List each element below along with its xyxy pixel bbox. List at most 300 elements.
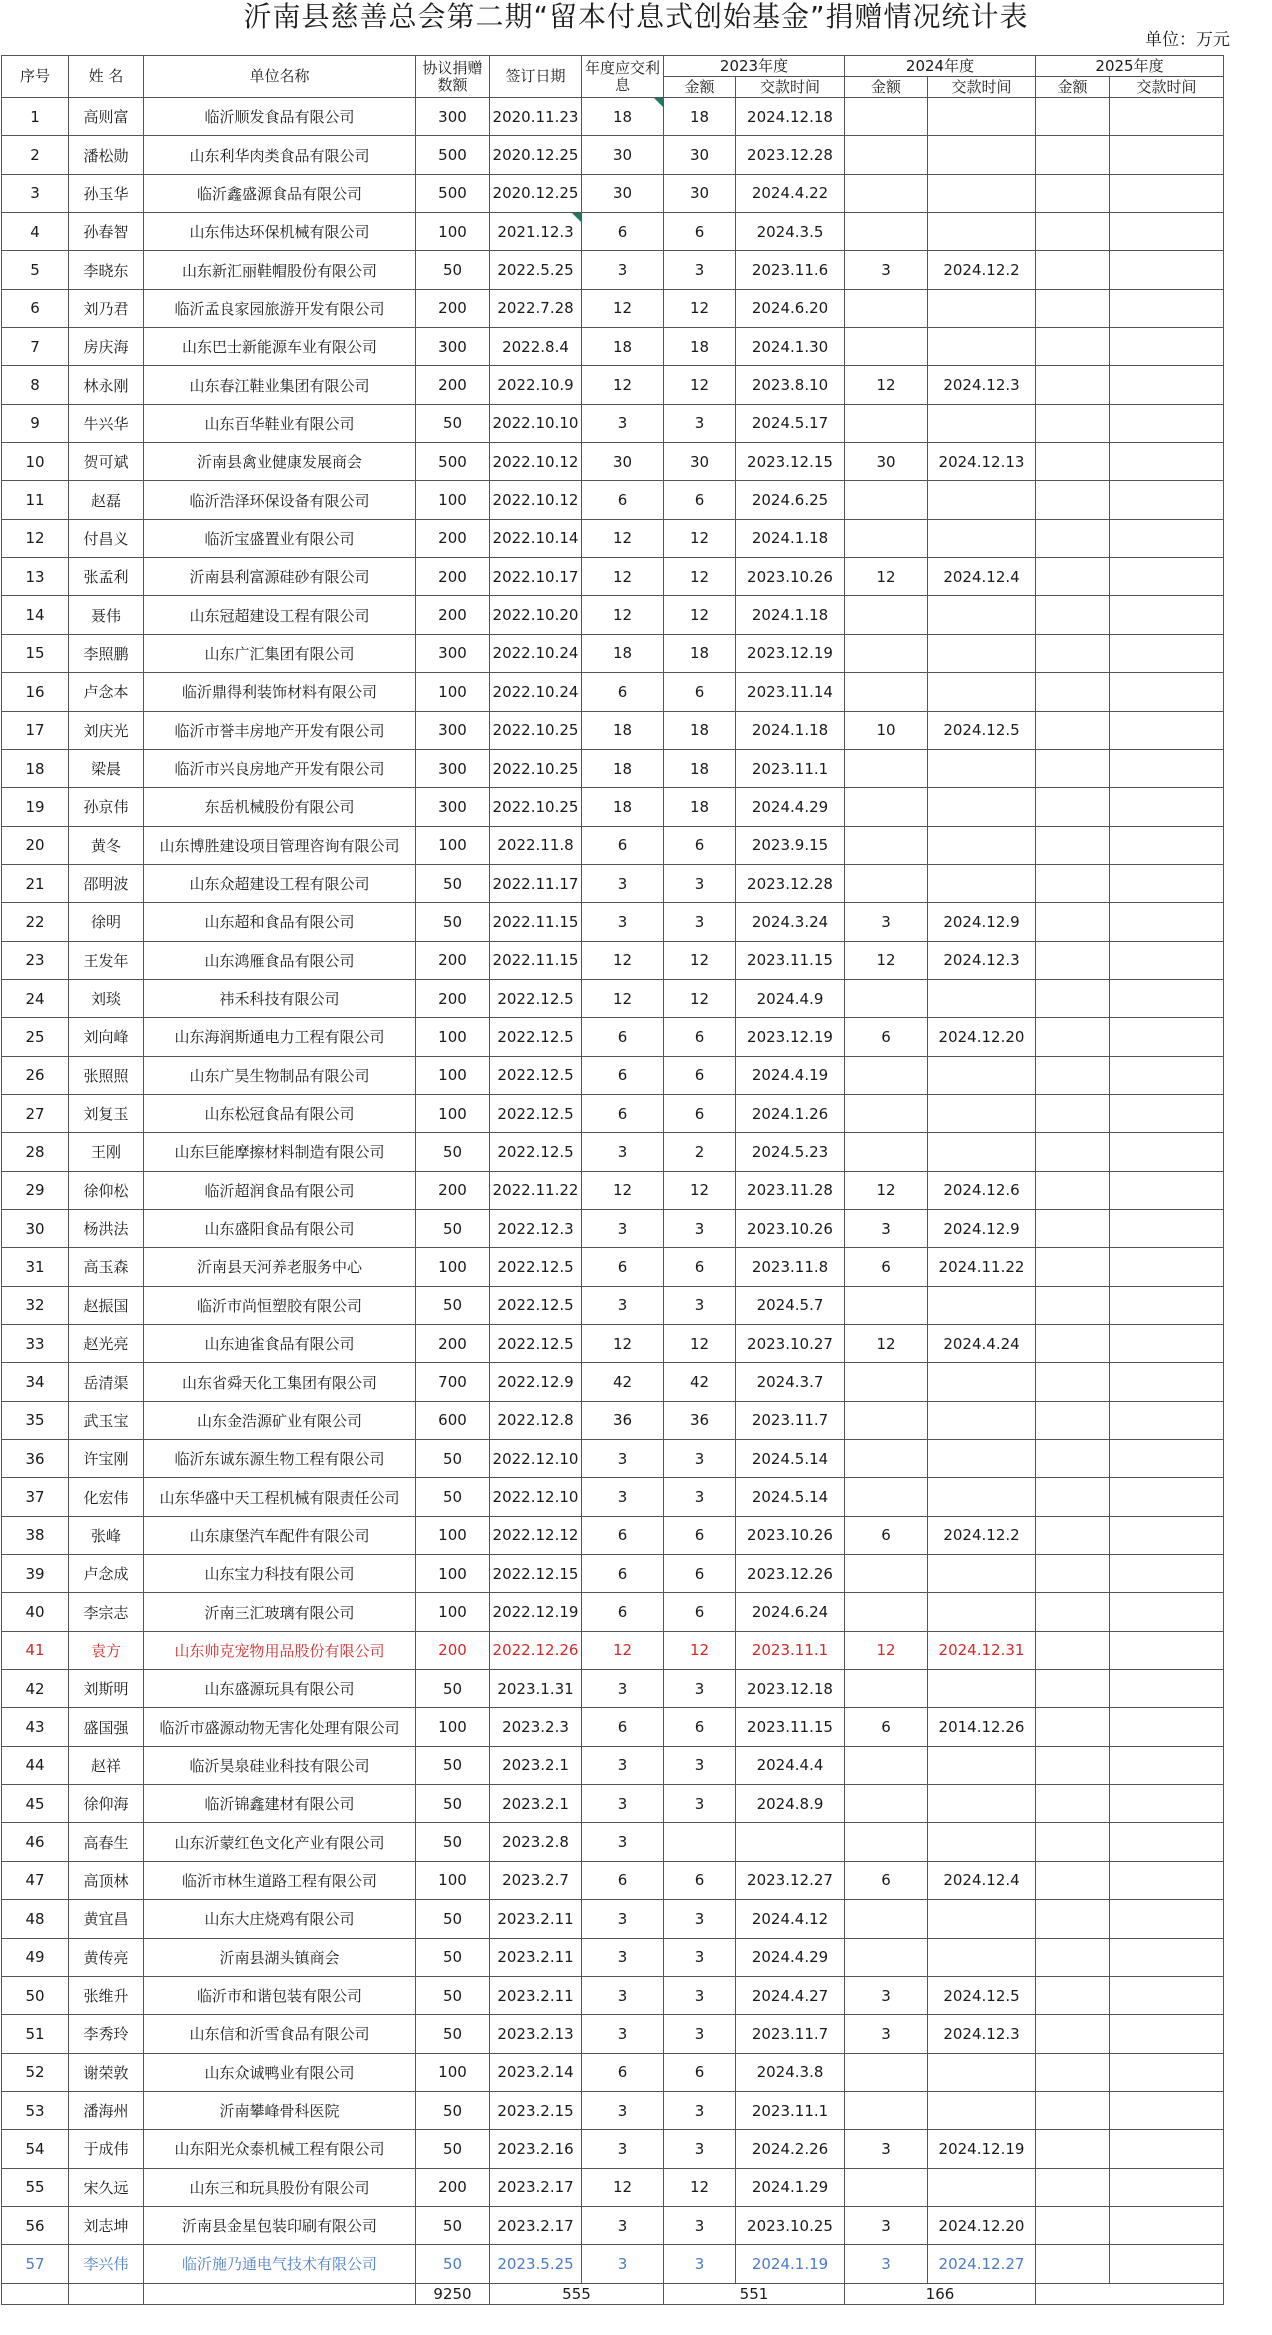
cell-name: 刘斯明	[69, 1670, 144, 1708]
cell-interest: 3	[582, 2091, 664, 2129]
cell-seq: 5	[2, 251, 69, 289]
cell-2024-amount	[845, 2168, 928, 2206]
cell-2024-date: 2024.12.4	[928, 1861, 1036, 1899]
table-row	[2, 1401, 1224, 1439]
cell-date: 2023.2.17	[490, 2168, 582, 2206]
cell-2024-date	[928, 1133, 1036, 1171]
cell-2023-amount: 6	[664, 826, 736, 864]
cell-2023-date	[736, 1823, 845, 1861]
cell-interest: 18	[582, 328, 664, 366]
cell-name: 袁方	[69, 1631, 144, 1669]
cell-2024-amount	[845, 596, 928, 634]
cell-date: 2023.2.15	[490, 2091, 582, 2129]
cell-interest: 3	[582, 1133, 664, 1171]
cell-2025-date	[1110, 1631, 1224, 1669]
cell-name: 潘松勋	[69, 136, 144, 174]
cell-amount: 200	[416, 596, 490, 634]
cell-2023-date: 2024.4.12	[736, 1900, 845, 1938]
cell-seq: 22	[2, 903, 69, 941]
cell-interest: 3	[582, 2206, 664, 2244]
cell-2023-date: 2023.10.25	[736, 2206, 845, 2244]
cell-seq: 52	[2, 2053, 69, 2091]
cell-date: 2022.11.17	[490, 864, 582, 902]
cell-2024-amount: 6	[845, 1516, 928, 1554]
table-row	[2, 1631, 1224, 1669]
cell-date: 2022.10.24	[490, 673, 582, 711]
cell-2024-date: 2024.11.22	[928, 1248, 1036, 1286]
cell-name: 武玉宝	[69, 1401, 144, 1439]
cell-2023-date: 2023.11.8	[736, 1248, 845, 1286]
cell-2024-amount: 6	[845, 1708, 928, 1746]
table-row	[2, 711, 1224, 749]
cell-company: 山东海润斯通电力工程有限公司	[144, 1018, 416, 1056]
cell-company: 山东广昊生物制品有限公司	[144, 1056, 416, 1094]
cell-2025-amount	[1036, 98, 1110, 136]
cell-amount: 300	[416, 98, 490, 136]
cell-2025-date	[1110, 1785, 1224, 1823]
cell-date: 2022.10.12	[490, 443, 582, 481]
cell-2024-date	[928, 1746, 1036, 1784]
cell-2023-amount: 30	[664, 174, 736, 212]
cell-interest: 3	[582, 903, 664, 941]
cell-2025-amount	[1036, 826, 1110, 864]
cell-2025-date	[1110, 1056, 1224, 1094]
header-seq: 序号	[2, 56, 69, 98]
cell-2023-amount: 12	[664, 519, 736, 557]
cell-2025-date	[1110, 826, 1224, 864]
cell-amount: 50	[416, 1440, 490, 1478]
cell-name: 孙玉华	[69, 174, 144, 212]
cell-2023-date: 2024.1.29	[736, 2168, 845, 2206]
cell-2023-amount: 12	[664, 366, 736, 404]
table-row	[2, 1785, 1224, 1823]
cell-name: 刘乃君	[69, 289, 144, 327]
cell-amount: 50	[416, 2015, 490, 2053]
cell-date: 2022.11.8	[490, 826, 582, 864]
cell-2023-date: 2023.12.19	[736, 634, 845, 672]
cell-2025-amount	[1036, 1861, 1110, 1899]
cell-2025-amount	[1036, 1516, 1110, 1554]
table-row	[2, 1440, 1224, 1478]
cell-2023-date: 2023.10.27	[736, 1325, 845, 1363]
cell-interest: 18	[582, 749, 664, 787]
cell-2023-date: 2024.1.30	[736, 328, 845, 366]
cell-interest: 3	[582, 2245, 664, 2283]
cell-date: 2022.10.14	[490, 519, 582, 557]
cell-2023-amount: 18	[664, 634, 736, 672]
cell-seq: 54	[2, 2130, 69, 2168]
donation-table	[1, 55, 1224, 2305]
cell-company: 临沂东诚东源生物工程有限公司	[144, 1440, 416, 1478]
table-row	[2, 634, 1224, 672]
cell-2025-amount	[1036, 1209, 1110, 1247]
cell-2024-date	[928, 1785, 1036, 1823]
cell-2023-amount: 6	[664, 1593, 736, 1631]
cell-seq: 16	[2, 673, 69, 711]
cell-2025-date	[1110, 519, 1224, 557]
cell-2024-date: 2024.12.6	[928, 1171, 1036, 1209]
cell-2025-date	[1110, 98, 1224, 136]
cell-date: 2022.10.25	[490, 749, 582, 787]
cell-2023-amount: 3	[664, 1286, 736, 1324]
cell-company: 山东超和食品有限公司	[144, 903, 416, 941]
header-company: 单位名称	[144, 56, 416, 98]
cell-date: 2022.10.17	[490, 558, 582, 596]
cell-date: 2022.11.15	[490, 941, 582, 979]
cell-name: 房庆海	[69, 328, 144, 366]
cell-seq: 39	[2, 1555, 69, 1593]
cell-interest: 3	[582, 1976, 664, 2014]
table-row	[2, 2130, 1224, 2168]
cell-name: 黄宜昌	[69, 1900, 144, 1938]
cell-date: 2022.10.12	[490, 481, 582, 519]
cell-name: 张峰	[69, 1516, 144, 1554]
cell-2024-amount: 6	[845, 1018, 928, 1056]
cell-amount: 50	[416, 1209, 490, 1247]
cell-amount: 300	[416, 749, 490, 787]
cell-seq: 29	[2, 1171, 69, 1209]
cell-name: 李晓东	[69, 251, 144, 289]
table-row	[2, 519, 1224, 557]
cell-2025-date	[1110, 1746, 1224, 1784]
cell-2023-date: 2024.5.14	[736, 1440, 845, 1478]
cell-seq: 41	[2, 1631, 69, 1669]
cell-company: 临沂宝盛置业有限公司	[144, 519, 416, 557]
cell-seq: 20	[2, 826, 69, 864]
cell-2025-amount	[1036, 1440, 1110, 1478]
cell-company: 山东宝力科技有限公司	[144, 1555, 416, 1593]
cell-company: 临沂市和谐包装有限公司	[144, 1976, 416, 2014]
cell-2023-amount: 6	[664, 1708, 736, 1746]
totals-cell-empty	[144, 2283, 416, 2304]
cell-name: 赵祥	[69, 1746, 144, 1784]
cell-2024-date	[928, 596, 1036, 634]
cell-2025-date	[1110, 2015, 1224, 2053]
cell-2024-amount	[845, 174, 928, 212]
cell-2024-amount	[845, 1823, 928, 1861]
cell-2025-date	[1110, 1593, 1224, 1631]
cell-seq: 28	[2, 1133, 69, 1171]
cell-name: 张维升	[69, 1976, 144, 2014]
cell-2024-date	[928, 174, 1036, 212]
cell-company: 山东伟达环保机械有限公司	[144, 213, 416, 251]
cell-2024-date: 2024.12.3	[928, 366, 1036, 404]
cell-seq: 34	[2, 1363, 69, 1401]
cell-interest: 6	[582, 481, 664, 519]
cell-name: 李宗志	[69, 1593, 144, 1631]
cell-interest: 3	[582, 1823, 664, 1861]
cell-2025-date	[1110, 213, 1224, 251]
cell-name: 黄冬	[69, 826, 144, 864]
cell-2024-amount	[845, 1401, 928, 1439]
cell-amount: 100	[416, 1094, 490, 1132]
cell-seq: 40	[2, 1593, 69, 1631]
cell-amount: 100	[416, 481, 490, 519]
cell-company: 山东阳光众泰机械工程有限公司	[144, 2130, 416, 2168]
cell-date: 2020.12.25	[490, 174, 582, 212]
totals-row	[2, 2283, 1224, 2304]
cell-2023-amount: 3	[664, 1785, 736, 1823]
cell-interest: 6	[582, 1555, 664, 1593]
cell-2024-date: 2024.4.24	[928, 1325, 1036, 1363]
table-row	[2, 2053, 1224, 2091]
cell-interest: 18	[582, 634, 664, 672]
cell-amount: 100	[416, 1248, 490, 1286]
cell-2024-amount	[845, 2053, 928, 2091]
cell-2024-amount	[845, 289, 928, 327]
cell-2023-date: 2024.5.17	[736, 404, 845, 442]
totals-cell-empty	[69, 2283, 144, 2304]
cell-date: 2022.8.4	[490, 328, 582, 366]
cell-2025-amount	[1036, 634, 1110, 672]
cell-interest: 6	[582, 2053, 664, 2091]
cell-2023-amount: 3	[664, 2245, 736, 2283]
cell-date: 2022.12.15	[490, 1555, 582, 1593]
cell-amount: 100	[416, 2053, 490, 2091]
cell-2023-date: 2024.3.8	[736, 2053, 845, 2091]
cell-2025-amount	[1036, 2130, 1110, 2168]
cell-2024-date	[928, 519, 1036, 557]
cell-name: 盛国强	[69, 1708, 144, 1746]
cell-company: 山东博胜建设项目管理咨询有限公司	[144, 826, 416, 864]
header-amount: 协议捐赠数额	[416, 56, 490, 98]
cell-date: 2022.12.5	[490, 1325, 582, 1363]
cell-company: 沂南攀峰骨科医院	[144, 2091, 416, 2129]
cell-2023-amount: 6	[664, 2053, 736, 2091]
cell-2023-date: 2024.6.25	[736, 481, 845, 519]
cell-2025-amount	[1036, 481, 1110, 519]
cell-2023-amount: 3	[664, 1976, 736, 2014]
header-year-2023: 2023年度	[664, 56, 845, 77]
cell-2023-amount: 2	[664, 1133, 736, 1171]
cell-company: 沂南县利富源硅砂有限公司	[144, 558, 416, 596]
cell-2024-date: 2024.12.2	[928, 1516, 1036, 1554]
cell-amount: 50	[416, 2206, 490, 2244]
table-row	[2, 1900, 1224, 1938]
cell-name: 黄传亮	[69, 1938, 144, 1976]
cell-name: 徐仰松	[69, 1171, 144, 1209]
cell-seq: 21	[2, 864, 69, 902]
cell-2024-amount	[845, 481, 928, 519]
cell-company: 山东金浩源矿业有限公司	[144, 1401, 416, 1439]
cell-interest: 12	[582, 1171, 664, 1209]
cell-2024-amount: 12	[845, 941, 928, 979]
cell-2023-amount: 3	[664, 1746, 736, 1784]
cell-amount: 100	[416, 673, 490, 711]
cell-company: 山东信和沂雪食品有限公司	[144, 2015, 416, 2053]
cell-2024-amount	[845, 1286, 928, 1324]
cell-interest: 18	[582, 788, 664, 826]
cell-2024-date	[928, 1593, 1036, 1631]
cell-2023-date: 2023.11.6	[736, 251, 845, 289]
cell-seq: 46	[2, 1823, 69, 1861]
cell-date: 2022.10.10	[490, 404, 582, 442]
cell-interest: 3	[582, 251, 664, 289]
cell-2023-date: 2023.8.10	[736, 366, 845, 404]
cell-2023-amount: 3	[664, 1440, 736, 1478]
cell-interest: 12	[582, 596, 664, 634]
cell-2024-date: 2024.12.2	[928, 251, 1036, 289]
cell-2024-amount: 12	[845, 558, 928, 596]
cell-company: 山东帅克宠物用品股份有限公司	[144, 1631, 416, 1669]
cell-2024-amount	[845, 519, 928, 557]
cell-2025-amount	[1036, 1094, 1110, 1132]
cell-name: 刘琰	[69, 979, 144, 1017]
cell-2024-date	[928, 481, 1036, 519]
table-row	[2, 136, 1224, 174]
cell-seq: 57	[2, 2245, 69, 2283]
cell-2025-date	[1110, 596, 1224, 634]
cell-2024-amount: 3	[845, 1209, 928, 1247]
cell-2023-date: 2024.5.23	[736, 1133, 845, 1171]
cell-interest: 3	[582, 1286, 664, 1324]
cell-date: 2023.2.11	[490, 1900, 582, 1938]
table-row	[2, 2015, 1224, 2053]
cell-2024-date	[928, 2091, 1036, 2129]
cell-date: 2020.12.25	[490, 136, 582, 174]
cell-2024-amount: 12	[845, 366, 928, 404]
table-row	[2, 1670, 1224, 1708]
cell-company: 沂南县天河养老服务中心	[144, 1248, 416, 1286]
table-row	[2, 1171, 1224, 1209]
cell-name: 牛兴华	[69, 404, 144, 442]
cell-2025-amount	[1036, 2245, 1110, 2283]
cell-interest: 30	[582, 443, 664, 481]
cell-2025-amount	[1036, 443, 1110, 481]
cell-2024-amount: 3	[845, 2245, 928, 2283]
cell-name: 许宝刚	[69, 1440, 144, 1478]
cell-seq: 32	[2, 1286, 69, 1324]
cell-amount: 200	[416, 941, 490, 979]
cell-2024-amount: 10	[845, 711, 928, 749]
cell-2024-date	[928, 1094, 1036, 1132]
cell-amount: 100	[416, 1593, 490, 1631]
cell-date: 2023.2.16	[490, 2130, 582, 2168]
cell-company: 山东三和玩具股份有限公司	[144, 2168, 416, 2206]
cell-name: 刘向峰	[69, 1018, 144, 1056]
cell-2023-amount: 3	[664, 903, 736, 941]
cell-2024-amount: 6	[845, 1248, 928, 1286]
cell-seq: 49	[2, 1938, 69, 1976]
table-row	[2, 864, 1224, 902]
cell-seq: 2	[2, 136, 69, 174]
cell-2023-amount: 3	[664, 864, 736, 902]
cell-2024-amount	[845, 2091, 928, 2129]
cell-seq: 37	[2, 1478, 69, 1516]
cell-interest: 12	[582, 1631, 664, 1669]
cell-2024-amount	[845, 979, 928, 1017]
cell-2024-amount	[845, 673, 928, 711]
cell-2023-date: 2023.11.1	[736, 749, 845, 787]
cell-2024-amount	[845, 1746, 928, 1784]
cell-2024-date	[928, 864, 1036, 902]
cell-2025-amount	[1036, 1593, 1110, 1631]
cell-2024-date: 2024.12.4	[928, 558, 1036, 596]
cell-2025-amount	[1036, 2091, 1110, 2129]
cell-name: 高春生	[69, 1823, 144, 1861]
table-row	[2, 1555, 1224, 1593]
cell-interest: 3	[582, 1785, 664, 1823]
cell-name: 赵振国	[69, 1286, 144, 1324]
cell-interest: 6	[582, 826, 664, 864]
cell-2025-amount	[1036, 1631, 1110, 1669]
cell-seq: 6	[2, 289, 69, 327]
cell-amount: 50	[416, 1938, 490, 1976]
cell-seq: 14	[2, 596, 69, 634]
cell-amount: 50	[416, 1900, 490, 1938]
header-date: 签订日期	[490, 56, 582, 98]
cell-2025-amount	[1036, 711, 1110, 749]
cell-2025-date	[1110, 941, 1224, 979]
cell-amount: 50	[416, 2130, 490, 2168]
cell-interest: 6	[582, 1861, 664, 1899]
cell-2023-amount: 30	[664, 443, 736, 481]
cell-seq: 15	[2, 634, 69, 672]
cell-name: 孙京伟	[69, 788, 144, 826]
cell-2025-amount	[1036, 2206, 1110, 2244]
cell-2025-date	[1110, 1133, 1224, 1171]
cell-company: 山东冠超建设工程有限公司	[144, 596, 416, 634]
cell-seq: 30	[2, 1209, 69, 1247]
cell-2023-date: 2023.12.15	[736, 443, 845, 481]
cell-2025-date	[1110, 1018, 1224, 1056]
cell-interest: 3	[582, 1670, 664, 1708]
cell-name: 聂伟	[69, 596, 144, 634]
cell-2025-date	[1110, 366, 1224, 404]
cell-amount: 200	[416, 2168, 490, 2206]
cell-company: 山东鸿雁食品有限公司	[144, 941, 416, 979]
cell-name: 宋久远	[69, 2168, 144, 2206]
cell-2024-amount	[845, 749, 928, 787]
cell-2023-amount: 12	[664, 1171, 736, 1209]
table-row	[2, 2091, 1224, 2129]
cell-2024-date: 2024.12.20	[928, 2206, 1036, 2244]
cell-2024-date: 2024.12.5	[928, 711, 1036, 749]
table-row	[2, 404, 1224, 442]
cell-company: 临沂市尚恒塑胶有限公司	[144, 1286, 416, 1324]
cell-2023-date: 2023.11.7	[736, 2015, 845, 2053]
cell-seq: 42	[2, 1670, 69, 1708]
cell-2023-amount: 6	[664, 1056, 736, 1094]
cell-2024-date	[928, 826, 1036, 864]
cell-name: 高则富	[69, 98, 144, 136]
cell-2025-date	[1110, 1325, 1224, 1363]
cell-company: 山东百华鞋业有限公司	[144, 404, 416, 442]
cell-interest: 6	[582, 1708, 664, 1746]
cell-company: 山东大庄烧鸡有限公司	[144, 1900, 416, 1938]
cell-date: 2022.12.5	[490, 1018, 582, 1056]
cell-2024-amount: 3	[845, 251, 928, 289]
cell-name: 李兴伟	[69, 2245, 144, 2283]
cell-2025-amount	[1036, 673, 1110, 711]
cell-2024-date	[928, 979, 1036, 1017]
cell-2024-amount	[845, 1440, 928, 1478]
cell-2023-amount: 12	[664, 596, 736, 634]
header-year-2024: 2024年度	[845, 56, 1036, 77]
cell-interest: 12	[582, 941, 664, 979]
table-row	[2, 558, 1224, 596]
cell-date: 2022.12.5	[490, 1056, 582, 1094]
cell-seq: 12	[2, 519, 69, 557]
table-row	[2, 903, 1224, 941]
cell-2025-amount	[1036, 1708, 1110, 1746]
table-row	[2, 1708, 1224, 1746]
cell-2024-amount	[845, 1094, 928, 1132]
cell-name: 徐仰海	[69, 1785, 144, 1823]
cell-seq: 36	[2, 1440, 69, 1478]
cell-seq: 26	[2, 1056, 69, 1094]
cell-interest: 30	[582, 174, 664, 212]
